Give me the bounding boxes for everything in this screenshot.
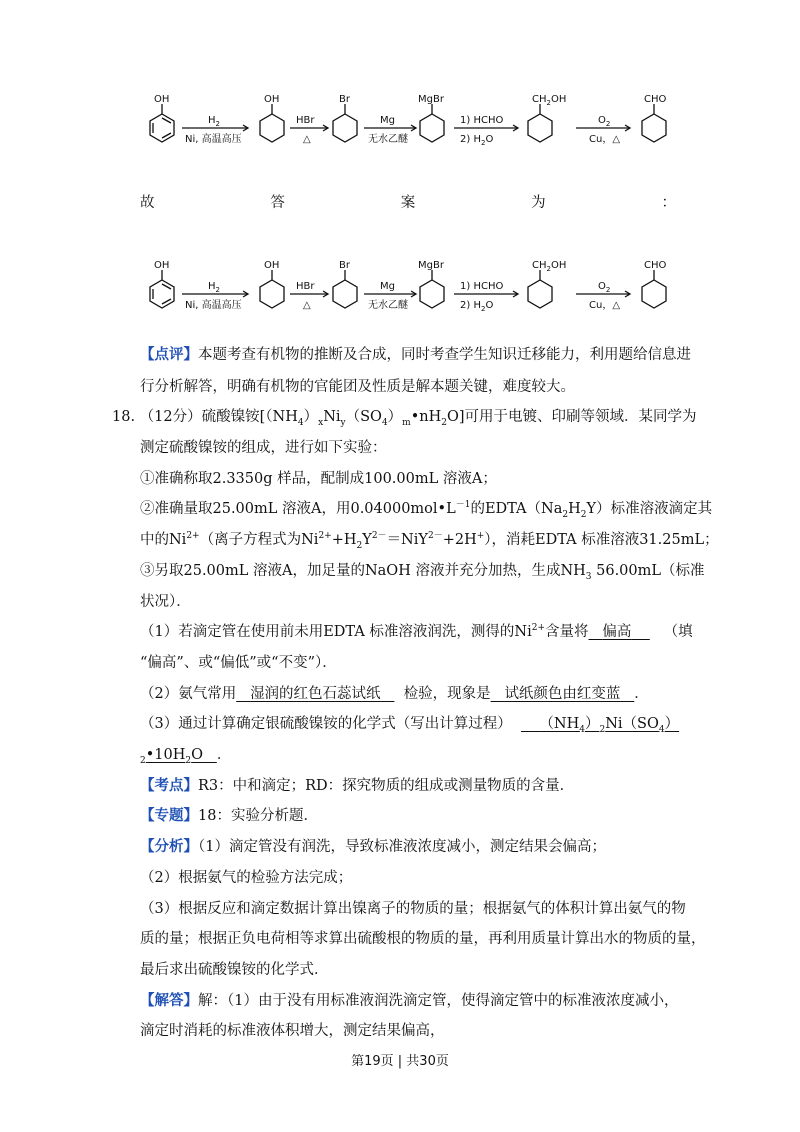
reagent-o2-2: $O_2$ (598, 281, 611, 294)
q18-step-2-line-2: 中的$Ni^{2+}$（离子方程式为$Ni^{2+}+H_2Y^{2-}=NiY^{2-}+2H^+$），消耗EDTA 标准溶液31.25mL； (140, 531, 719, 551)
q18-step-2: ②准确量取25.00mL 溶液A，用$0.04000mol•L^{-1}$的$EDTA(Na_2H_2Y)$标准溶液滴定其 (140, 500, 713, 520)
answer-line (140, 191, 676, 212)
fenxi-line-5: 最后求出硫酸镍铵的化学式． (140, 962, 329, 978)
fenxi-line-3: （3）根据反应和滴定数据计算出镍离子的物质的量；根据氨气的体积计算出氨气的物 (140, 901, 686, 917)
q18-stem: 硫酸镍铵[（NH (201, 409, 298, 425)
q18-part-3: （3）通过计算确定银硫酸镍铵的化学式（写出计算过程） $(NH_4)_2Ni(SO_4)$ (140, 716, 680, 735)
reagent-hcho-2: 1) HCHO (460, 281, 504, 292)
reagent-h2-2: $H_2$ (208, 281, 220, 294)
kaodian-line (140, 776, 574, 796)
grignard-label-2: MgBr (418, 260, 444, 271)
q18-answer-3-cont: $_2•10H_2O$ (140, 747, 204, 766)
comment-text-1: 本题考查有机物的推断及合成，同时考查学生知识迁移能力，利用题给信息进 (198, 347, 691, 363)
comment-tag: 【点评】 (140, 346, 198, 363)
reagent-h2o: 2) $H_2O$ (460, 134, 494, 147)
reagent-cu: Cu，△ (589, 134, 621, 145)
zhuanti-tag: 【专题】 (140, 807, 198, 824)
q18-step-1: ①准确称取2.3350g 样品，配制成100.00mL 溶液A； (140, 471, 497, 487)
q18-step-3-line-2: 状况）． (140, 594, 191, 610)
reagent-h2o-2: 2) $H_2O$ (460, 300, 494, 313)
jieda-line-1 (140, 991, 678, 1011)
bromo-label: Br (339, 94, 350, 105)
fenxi-line-1 (140, 837, 606, 857)
reaction-scheme-svg (140, 92, 680, 162)
bromo-label-2: Br (339, 260, 350, 271)
q18-number: 18. (112, 409, 136, 425)
cyclohexane-ring-1 (260, 114, 284, 142)
q18-part-2: （2）氨气常用 湿润的红色石蕊试纸 检验，现象是 试纸颜色由红变蓝 ． (140, 686, 649, 702)
fenxi-line-2: （2）根据氨气的检验方法完成； (140, 870, 353, 886)
answer-char: 答 (270, 195, 285, 211)
jieda-line-2: 滴定时消耗的标准液体积增大，测定结果偏高， (140, 1023, 445, 1039)
reagent-heat-2: △ (303, 300, 311, 311)
answer-char: 为 (531, 195, 546, 211)
comment-line-1 (140, 345, 691, 365)
q18-answer-2b: 试纸颜色由红变蓝 (504, 686, 621, 702)
answer-char: ： (661, 195, 676, 211)
zhuanti-line (140, 806, 318, 826)
cyclohexane-ring-5 (642, 114, 666, 142)
fenxi-tag: 【分析】 (140, 838, 198, 855)
grignard-label: MgBr (418, 94, 444, 105)
reaction-scheme-answer (140, 258, 680, 328)
page-footer: 第19页 | 共30页 (351, 1054, 449, 1069)
q18-part-1-line-2: “偏高”、或“偏低”或“不变”）． (140, 655, 337, 671)
cyclohexanol-oh-label-2: OH (264, 260, 280, 271)
q18-answer-3: $(NH_4)_2Ni(SO_4)$ (539, 716, 680, 735)
reagent-heat: △ (303, 134, 311, 145)
reagent-hbr-2: HBr (296, 281, 315, 292)
q18-step-3: ③另取25.00mL 溶液A，加足量的NaOH 溶液并充分加热，生成$NH_3$ 56.00mL（标准 (140, 563, 705, 582)
cyclohexane-ring-4 (528, 114, 552, 142)
q18-score: （12分） (139, 409, 202, 425)
jieda-text-1: 解：（1）由于没有用标准液润洗滴定管，使得滴定管中的标准液浓度减小， (198, 993, 679, 1009)
reaction-scheme-top (140, 92, 680, 162)
reagent-ni: Ni, 高温高压 (185, 134, 242, 145)
cyclohexanol-oh-label: OH (264, 94, 280, 105)
phenol-oh-label-2: OH (154, 260, 170, 271)
reagent-mg-2: Mg (380, 281, 395, 292)
q18-answer-2a: 湿润的红色石蕊试纸 (250, 686, 381, 702)
fenxi-text-1: （1）滴定管没有润洗，导致标准液浓度减小，测定结果会偏高； (198, 839, 606, 855)
answer-char: 故 (140, 195, 155, 211)
reagent-ether-2: 无水乙醚 (368, 300, 408, 311)
fenxi-line-4: 质的量；根据正负电荷相等求算出硫酸根的物质的量，再利用质量计算出水的物质的量， (140, 931, 706, 947)
reagent-hcho: 1) HCHO (460, 115, 504, 126)
reagent-mg: Mg (380, 115, 395, 126)
reagent-hbr: HBr (296, 115, 315, 126)
q18-answer-1: 偏高 (602, 624, 632, 640)
alcohol-label: $CH_2OH$ (532, 94, 567, 107)
cyclohexane-ring-2 (333, 114, 357, 142)
jieda-tag: 【解答】 (140, 992, 198, 1009)
aldehyde-label: CHO (644, 94, 667, 105)
reagent-o2: $O_2$ (598, 115, 611, 128)
zhuanti-text: 18：实验分析题． (198, 808, 318, 824)
aldehyde-label-2: CHO (644, 260, 667, 271)
reagent-ni-2: Ni, 高温高压 (185, 300, 242, 311)
reagent-cu-2: Cu，△ (589, 300, 621, 311)
reagent-ether: 无水乙醚 (368, 134, 408, 145)
comment-line-2: 行分析解答，明确有机物的官能团及性质是解本题关键，难度较大。 (140, 379, 575, 395)
kaodian-tag: 【考点】 (140, 777, 198, 794)
cyclohexane-ring-3 (420, 114, 444, 142)
reaction-scheme-svg-2 (140, 258, 680, 328)
reagent-h2: $H_2$ (208, 115, 220, 128)
answer-char: 案 (400, 195, 416, 211)
q18-stem-line-2: 测定硫酸镍铵的组成，进行如下实验： (140, 440, 387, 456)
kaodian-text: R3：中和滴定；RD：探究物质的组成或测量物质的含量． (198, 778, 575, 794)
q18-part-3-line-2: $_2•10H_2O$ ． (140, 747, 232, 766)
phenol-oh-label: OH (154, 94, 170, 105)
q18-stem-line-1: 18. （12分）硫酸镍铵$[(NH_4)_xNi_y(SO_4)_m•nH_2O]$可用于电镀、印刷等领域．某同学为 (112, 409, 697, 428)
alcohol-label-2: $CH_2OH$ (532, 260, 567, 273)
q18-part-1: （1）若滴定管在使用前未用EDTA 标准溶液润洗，测得的$Ni^{2+}$含量将 偏高 （填 (140, 623, 693, 640)
